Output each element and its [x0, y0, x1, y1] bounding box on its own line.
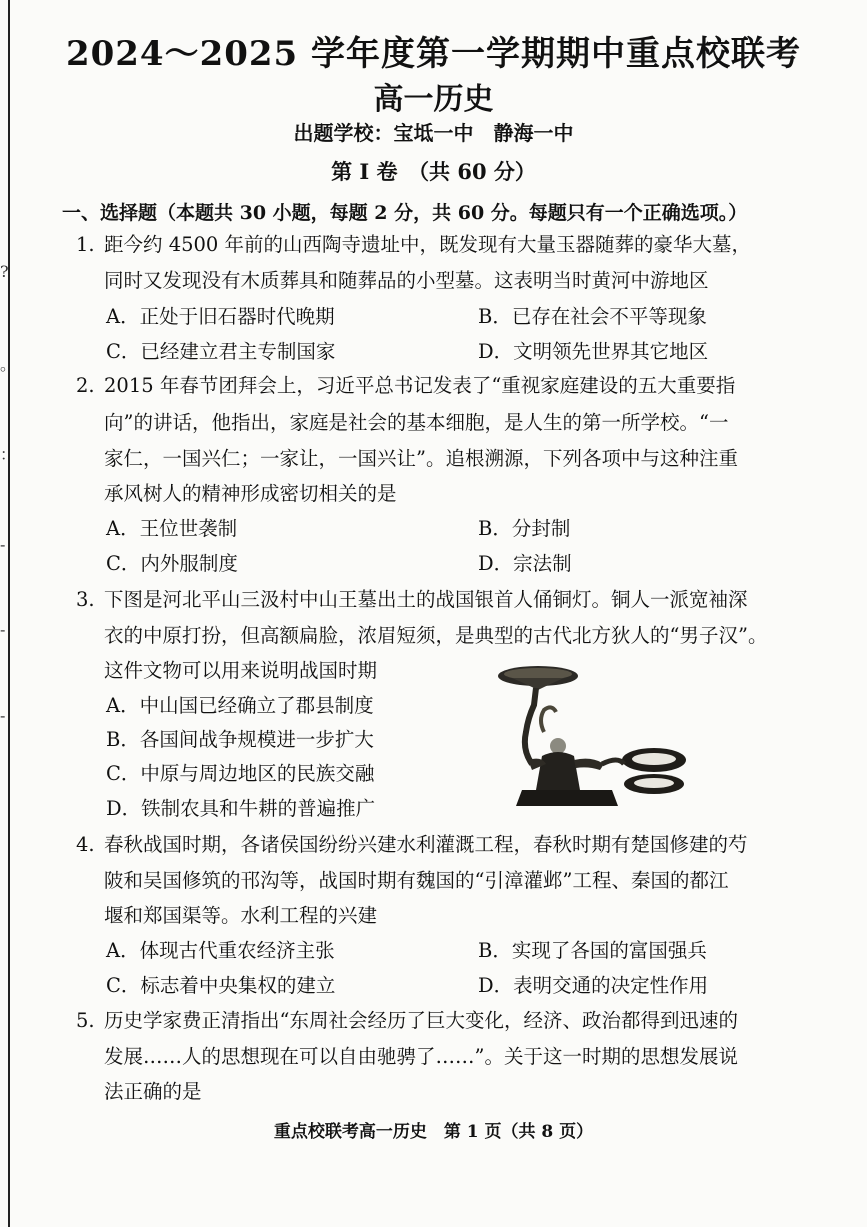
lamp-stem [525, 688, 536, 764]
question-text-line: 法正确的是 [104, 1080, 202, 1103]
answer-option: C．已经建立君主专制国家 [106, 340, 336, 363]
exam-subject: 高一历史 [373, 82, 494, 117]
margin-mark: ： [0, 445, 17, 464]
question-text-line: 衣的中原打扮，但高额扁脸，浓眉短须，是典型的古代北方狄人的“男子汉”。 [104, 624, 768, 647]
section-heading: 一、选择题（本题共 30 小题，每题 2 分，共 60 分。每题只有一个正确选项。） [62, 202, 748, 224]
answer-option: C．中原与周边地区的民族交融 [106, 762, 375, 785]
margin-mark: - [0, 620, 6, 639]
lamp-dish-right [602, 748, 686, 794]
answer-option: D．铁制农具和牛耕的普遍推广 [106, 797, 376, 820]
answer-option: A．王位世袭制 [106, 517, 238, 540]
margin-mark: ? [0, 262, 9, 281]
answer-option: B．实现了各国的富国强兵 [478, 939, 707, 962]
question-text-line: 2015 年春节团拜会上，习近平总书记发表了“重视家庭建设的五大重要指 [104, 374, 736, 397]
question-text-line: 承风树人的精神形成密切相关的是 [104, 482, 397, 505]
margin-mark: - [0, 535, 6, 554]
answer-option: C．标志着中央集权的建立 [106, 974, 336, 997]
exam-title: 2024～2025 学年度第一学期期中重点校联考 [65, 34, 802, 74]
question-number: 4. [76, 833, 95, 856]
answer-option: D．文明领先世界其它地区 [478, 340, 709, 363]
answer-option: B．已存在社会不平等现象 [478, 305, 707, 328]
question-number: 2. [76, 374, 95, 397]
answer-option: B．各国间战争规模进一步扩大 [106, 728, 374, 751]
answer-option: D．表明交通的决定性作用 [478, 974, 709, 997]
question-text-line: 这件文物可以用来说明战国时期 [104, 659, 378, 682]
answer-option: A．体现古代重农经济主张 [106, 939, 335, 962]
margin-mark: - [0, 706, 6, 725]
question-text-line: 家仁，一国兴仁；一家让，一国兴让”。追根溯源，下列各项中与这种注重 [104, 447, 738, 470]
answer-option: C．内外服制度 [106, 552, 238, 575]
answer-option: A．正处于旧石器时代晚期 [106, 305, 335, 328]
lamp-base [516, 790, 618, 806]
question-text-line: 下图是河北平山三汲村中山王墓出土的战国银首人俑铜灯。铜人一派宽袖深 [104, 588, 748, 611]
question-number: 1. [76, 233, 95, 256]
question-text-line: 堰和郑国渠等。水利工程的兴建 [104, 904, 378, 927]
bronze-figure [528, 738, 604, 793]
question-text-line: 历史学家费正清指出“东周社会经历了巨大变化，经济、政治都得到迅速的 [104, 1009, 738, 1032]
question-text-line: 春秋战国时期，各诸侯国纷纷兴建水利灌溉工程，春秋时期有楚国修建的芍 [104, 833, 748, 856]
question-text-line: 距今约 4500 年前的山西陶寺遗址中，既发现有大量玉器随葬的豪华大墓， [104, 233, 752, 256]
bronze-lamp-image [492, 660, 692, 810]
question-text-line: 陂和吴国修筑的邗沟等，战国时期有魏国的“引漳灌邺”工程、秦国的都江 [104, 869, 729, 892]
exam-schools: 出题学校：宝坻一中 静海一中 [293, 121, 574, 145]
question-text-line: 发展……人的思想现在可以自由驰骋了……”。关于这一时期的思想发展说 [104, 1045, 738, 1068]
margin-mark: 。 [0, 355, 17, 374]
lamp-dish-top [498, 666, 578, 690]
question-number: 5. [76, 1009, 95, 1032]
question-text-line: 向”的讲话，他指出，家庭是社会的基本细胞，是人生的第一所学校。“一 [104, 411, 729, 434]
question-number: 3. [76, 588, 95, 611]
answer-option: D．宗法制 [478, 552, 572, 575]
answer-option: B．分封制 [478, 517, 571, 540]
exam-volume: 第 Ⅰ 卷 （共 60 分） [331, 159, 536, 184]
question-text-line: 同时又发现没有木质葬具和随葬品的小型墓。这表明当时黄河中游地区 [104, 269, 709, 292]
page-footer: 重点校联考高一历史 第 1 页（共 8 页） [273, 1122, 594, 1142]
answer-option: A．中山国已经确立了郡县制度 [106, 694, 374, 717]
